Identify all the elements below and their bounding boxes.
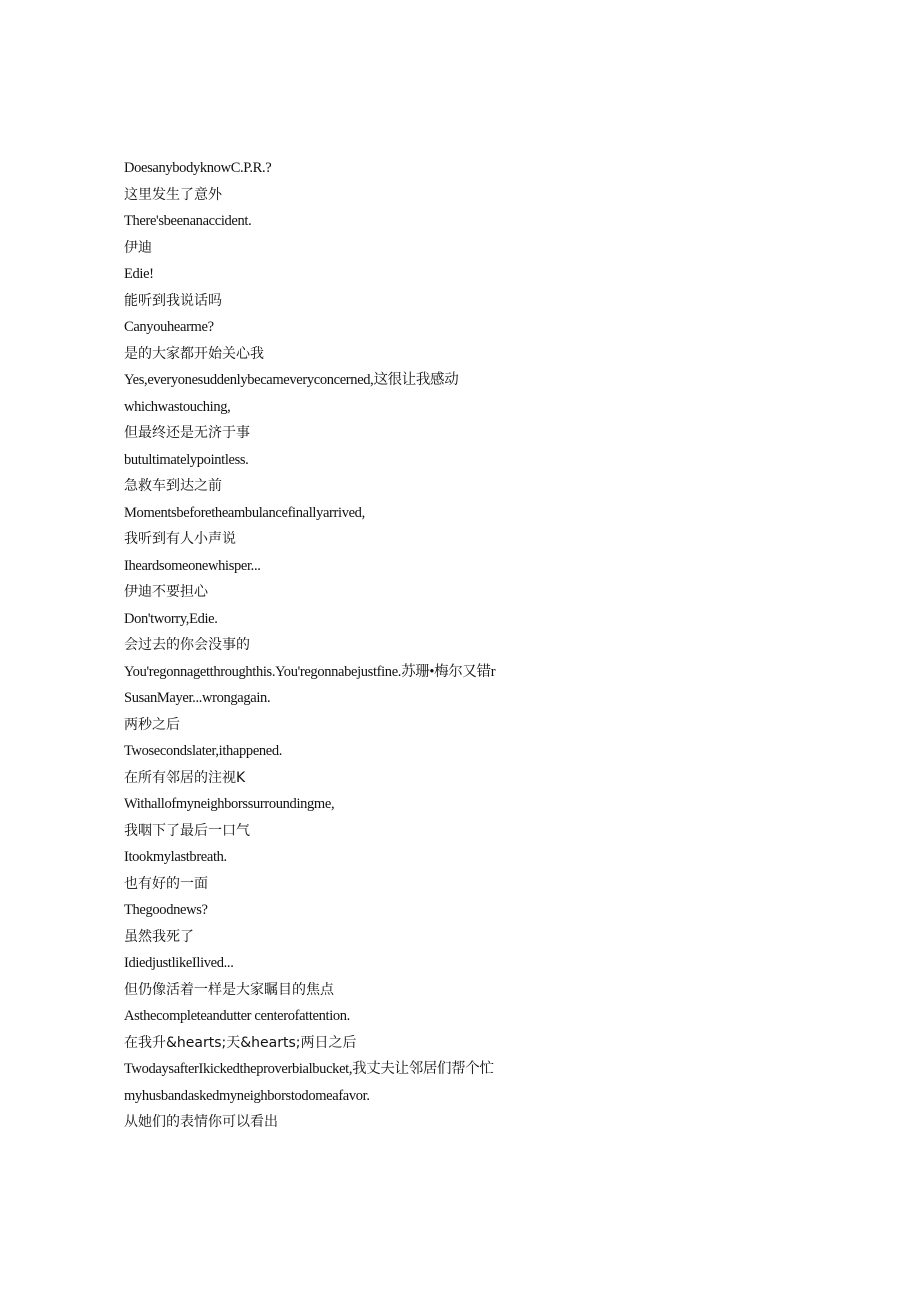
transcript-line: Itookmylastbreath.: [124, 849, 227, 865]
transcript-line: Don'tworry,Edie.: [124, 610, 218, 627]
transcript-line: IdiedjustlikeIlived...: [124, 955, 234, 971]
transcript-line: 在所有邻居的注视K: [124, 769, 246, 786]
transcript-line: DoesanybodyknowC.P.R.?: [124, 160, 272, 176]
transcript-line: 从她们的表情你可以看出: [124, 1114, 278, 1130]
transcript-line: 虽然我死了: [124, 928, 194, 945]
transcript-line: SusanMayer...wrongagain.: [124, 690, 271, 706]
transcript-line: 能听到我说话吗: [124, 292, 222, 309]
transcript-line: Asthecompleteandutter centerofattention.: [124, 1008, 350, 1024]
transcript-line: 这里发生了意外: [124, 186, 222, 203]
transcript-line: myhusbandaskedmyneighborstodomeafavor.: [124, 1087, 370, 1104]
transcript-line: Iheardsomeonewhisper...: [124, 557, 261, 574]
transcript-line: 我听到有人小声说: [124, 531, 236, 547]
transcript-line: 是的大家都开始关心我: [124, 345, 264, 362]
transcript-line: TwodaysafterIkickedtheproverbialbucket,我丈夫让邻居们帮个忙: [124, 1061, 494, 1077]
transcript-line: 伊迪不要担心: [124, 584, 208, 600]
transcript-text-block: [124, 155, 824, 1136]
transcript-line: 我咽下了最后一口气: [124, 822, 250, 839]
transcript-line: Withallofmyneighborssurroundingme,: [124, 796, 335, 812]
transcript-line: 会过去的你会没事的: [124, 637, 250, 653]
transcript-line: Canyouhearme?: [124, 319, 214, 335]
transcript-line: There'sbeenanaccident.: [124, 213, 252, 229]
transcript-line: 在我升&hearts;天&hearts;两日之后: [124, 1034, 357, 1051]
transcript-line: Momentsbeforetheambulancefinallyarrived,: [124, 504, 365, 521]
transcript-line: 两秒之后: [124, 716, 180, 733]
transcript-line: Edie!: [124, 266, 154, 282]
transcript-line: 伊迪: [124, 239, 152, 256]
transcript-line: Yes,everyonesuddenlybecameveryconcerned,这很让我感动: [124, 372, 459, 388]
transcript-line: Twosecondslater,ithappened.: [124, 743, 283, 759]
transcript-line: 但最终还是无济于事: [124, 425, 250, 441]
transcript-line: butultimatelypointless.: [124, 451, 249, 468]
transcript-line: whichwastouching,: [124, 398, 231, 415]
transcript-line: Thegoodnews?: [124, 902, 208, 918]
transcript-line: You'regonnagetthroughthis.You'regonnabejustfine.苏珊•梅尔又错r: [124, 663, 496, 680]
transcript-line: 但仍像活着一样是大家瞩目的焦点: [124, 981, 334, 998]
transcript-line: 也有好的一面: [124, 875, 208, 892]
transcript-line: 急救车到达之前: [124, 478, 222, 494]
